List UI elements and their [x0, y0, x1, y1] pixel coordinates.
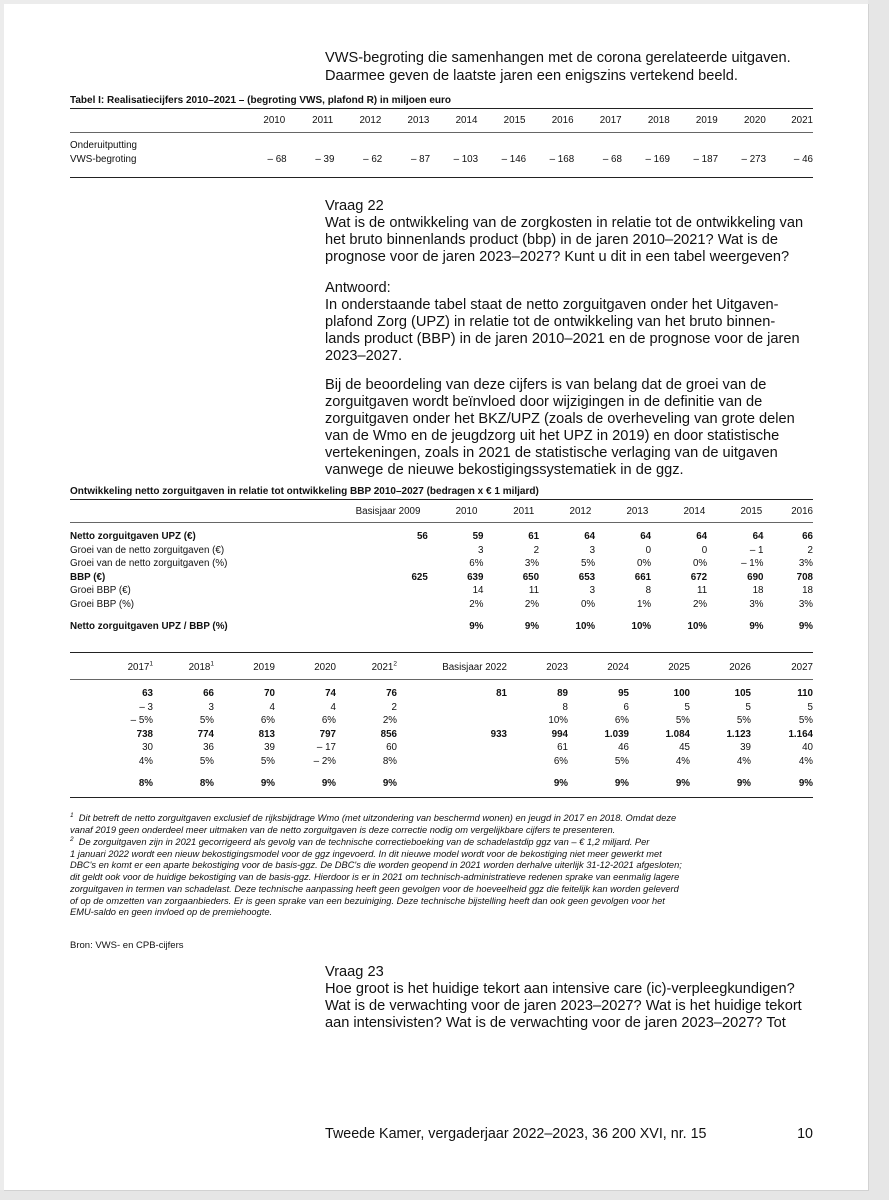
- year-cell: 2011: [312, 115, 334, 126]
- value-cell: 690: [747, 571, 764, 583]
- value-cell: 3%: [798, 598, 813, 610]
- year-label: 2021: [371, 662, 394, 673]
- footnote-line: 1 januari 2022 wordt een nieuw bekostigingsmodel voor de ggz ingevoerd. In dit nieuwe model wordt voor de bekostiging niet meer gewerkt met: [70, 848, 662, 859]
- value-cell: 856: [380, 728, 397, 740]
- page-number: 10: [797, 1126, 813, 1142]
- value-cell: 813: [258, 728, 275, 740]
- table-row: [70, 741, 813, 755]
- footnote-marker: 2: [70, 835, 74, 843]
- value-cell: 994: [551, 728, 568, 740]
- value-cell: 3%: [798, 558, 813, 569]
- table1-year-row: [70, 114, 813, 128]
- footnote-line: Dit betreft de netto zorguitgaven exclusief de rijksbijdrage Wmo (met uitzondering van beschermd wonen) en jeugd in 2017 en 2018. Omdat deze: [78, 813, 677, 823]
- value-cell: 933: [490, 728, 507, 740]
- value-cell: – 146: [501, 153, 527, 165]
- intro-line: Daarmee geven de laatste jaren een enigszins vertekend beeld.: [325, 68, 738, 84]
- table2-part1-header: [70, 505, 813, 519]
- year-cell: [70, 661, 153, 675]
- value-cell: 89: [557, 688, 568, 699]
- answer-line: vertekeningen, zoals in 2021 de statistische verlaging van de uitgaven: [325, 445, 778, 461]
- value-cell: 66: [203, 688, 214, 699]
- value-cell: 6%: [321, 715, 336, 726]
- value-cell: 1.164: [788, 728, 813, 740]
- value-cell: 797: [319, 728, 336, 740]
- value-cell: 5%: [260, 755, 275, 767]
- question-line: prognose voor de jaren 2023–2027? Kunt u dit in een tabel weergeven?: [325, 249, 790, 265]
- table-row: [70, 530, 813, 544]
- value-cell: – 1: [749, 544, 764, 556]
- value-cell: 63: [142, 688, 153, 699]
- table-row: [70, 620, 813, 634]
- footnote-marker: 2: [393, 660, 397, 668]
- value-cell: – 3: [139, 701, 153, 713]
- value-cell: 10%: [548, 715, 568, 726]
- year-cell: 2019: [695, 115, 718, 126]
- value-cell: 39: [264, 742, 275, 753]
- value-cell: 661: [634, 571, 652, 583]
- value-cell: 81: [496, 688, 507, 699]
- question-line: Wat is de verwachting voor de jaren 2023–2027? Wat is het huidige tekort: [325, 998, 802, 1014]
- value-cell: 14: [472, 585, 484, 596]
- value-cell: 3: [589, 544, 596, 556]
- value-cell: – 87: [410, 153, 431, 165]
- value-cell: 1%: [636, 598, 652, 610]
- table2-bottom-rule: [70, 797, 813, 798]
- question-line: het bruto binnenlands product (bbp) in de jaren 2010–2021? Wat is de: [325, 232, 778, 248]
- value-cell: 5: [745, 701, 751, 713]
- value-cell: 2%: [524, 598, 540, 610]
- answer-line: zorguitgaven wordt beïnvloed door wijzigingen in de definitie van de: [325, 394, 763, 410]
- table-row: [70, 714, 813, 728]
- value-cell: 4%: [798, 755, 813, 767]
- year-cell: 2014: [455, 115, 478, 126]
- value-cell: – 5%: [130, 715, 153, 726]
- value-cell: 3%: [749, 598, 764, 610]
- value-cell: [288, 557, 428, 571]
- row-label: Groei van de netto zorguitgaven (€): [70, 544, 225, 556]
- value-cell: 1.084: [665, 728, 690, 740]
- value-cell: 6%: [614, 715, 629, 726]
- value-cell: 9%: [749, 621, 764, 632]
- year-label: 2024: [607, 662, 629, 673]
- value-cell: 11: [528, 585, 540, 596]
- value-cell: 4: [330, 701, 336, 713]
- value-cell: [397, 741, 507, 755]
- value-cell: 8: [562, 701, 568, 713]
- year-cell: 2015: [740, 506, 763, 517]
- value-cell: 36: [203, 742, 214, 753]
- year-label: 2018: [188, 662, 211, 673]
- year-cell: [214, 661, 275, 675]
- value-cell: 9%: [524, 621, 540, 632]
- year-cell: 2010: [263, 115, 286, 126]
- value-cell: 1.123: [726, 728, 751, 740]
- value-cell: 2%: [382, 715, 397, 726]
- year-label: 2020: [314, 662, 336, 673]
- value-cell: – 17: [316, 742, 336, 753]
- value-cell: 0%: [636, 558, 652, 569]
- antwoord-heading: Antwoord:: [325, 280, 391, 296]
- table-row: [70, 544, 813, 558]
- answer-line: Bij de beoordeling van deze cijfers is van belang dat de groei van de: [325, 377, 767, 393]
- viewer-background-bottom: [0, 1190, 889, 1200]
- vraag23-heading: Vraag 23: [325, 964, 384, 980]
- row-label: Groei BBP (%): [70, 598, 135, 610]
- footnote-marker: 1: [149, 660, 153, 668]
- value-cell: [288, 620, 428, 634]
- footnote-line: EMU-saldo en geen invloed op de premiehoogte.: [70, 907, 273, 918]
- table2-part2-body: [70, 687, 813, 791]
- year-cell: 2013: [626, 506, 649, 517]
- value-cell: 9%: [553, 778, 568, 789]
- answer-line: In onderstaande tabel staat de netto zorguitgaven onder het Uitgaven-: [325, 297, 779, 313]
- row-label: Netto zorguitgaven UPZ (€): [70, 531, 196, 542]
- value-cell: 76: [386, 688, 397, 699]
- value-cell: 30: [142, 742, 153, 753]
- value-cell: 8: [645, 585, 652, 596]
- value-cell: 39: [740, 742, 751, 753]
- viewer-background-right: [868, 0, 889, 1200]
- value-cell: 738: [136, 728, 153, 740]
- value-cell: 2%: [692, 598, 708, 610]
- value-cell: 4%: [736, 755, 751, 767]
- value-cell: 5%: [199, 755, 214, 767]
- row-label: Groei BBP (€): [70, 585, 131, 596]
- value-cell: 4%: [675, 755, 690, 767]
- value-cell: – 103: [453, 153, 479, 165]
- value-cell: 56: [416, 531, 428, 542]
- value-cell: 650: [522, 571, 540, 583]
- vraag22-heading: Vraag 22: [325, 198, 384, 214]
- table2-year-row: [70, 505, 813, 519]
- value-cell: 5%: [675, 715, 690, 726]
- answer-line: plafond Zorg (UPZ) in relatie tot de ontwikkeling van het bruto binnen-: [325, 314, 776, 330]
- value-cell: 0%: [692, 558, 708, 569]
- value-cell: 66: [802, 531, 813, 542]
- value-cell: 64: [752, 531, 764, 542]
- value-cell: 9%: [675, 778, 690, 789]
- value-cell: – 39: [315, 153, 335, 165]
- value-cell: 5: [684, 701, 690, 713]
- question-line: aan intensivisten? Wat is de verwachting voor de jaren 2023–2027? Tot: [325, 1015, 786, 1031]
- value-cell: 2: [807, 544, 813, 556]
- value-cell: 2%: [469, 598, 484, 610]
- value-cell: 3: [589, 585, 596, 596]
- table-row: [70, 701, 813, 715]
- value-cell: 4: [269, 701, 275, 713]
- table-row: [70, 755, 813, 769]
- value-cell: – 2%: [313, 755, 336, 767]
- intro-line: VWS-begroting die samenhangen met de corona gerelateerde uitgaven.: [325, 50, 791, 66]
- year-cell: 2016: [791, 506, 813, 517]
- row-label: BBP (€): [70, 571, 106, 583]
- value-cell: 9%: [798, 778, 813, 789]
- value-cell: 18: [752, 585, 764, 596]
- year-cell: [690, 661, 751, 675]
- row-label: Onderuitputting: [70, 140, 137, 151]
- footnote-line: of op de omzetten van zorgaanbieders. Er is geen sprake van een bezuiniging. Deze technische bijstelling heeft dan ook geen gevolgen voor het: [70, 895, 665, 906]
- value-cell: 18: [802, 585, 813, 596]
- year-cell: 2021: [791, 115, 813, 126]
- value-cell: 3: [478, 544, 484, 556]
- value-cell: 95: [618, 688, 629, 699]
- table-row: [70, 728, 813, 742]
- value-cell: [288, 544, 428, 558]
- year-cell: [751, 661, 813, 675]
- value-cell: 11: [696, 585, 708, 596]
- year-cell: 2015: [503, 115, 526, 126]
- value-cell: 5%: [580, 558, 596, 569]
- value-cell: 9%: [260, 778, 275, 789]
- table2-caption: Ontwikkeling netto zorguitgaven in relatie tot ontwikkeling BBP 2010–2027 (bedragen x € 1 miljard): [70, 486, 539, 497]
- table1-bottom-rule: [70, 177, 813, 178]
- value-cell: 9%: [798, 621, 813, 632]
- year-cell: 2018: [647, 115, 670, 126]
- table1-header: [70, 114, 813, 128]
- value-cell: 653: [578, 571, 596, 583]
- value-cell: 5%: [614, 755, 629, 767]
- year-cell: 2017: [599, 115, 622, 126]
- footnote-line: De zorguitgaven zijn in 2021 gecorrigeerd als gevolg van de technische correctieboeking van de schadelastdip ggz van – € 1,2 miljard. Per: [78, 837, 650, 847]
- value-cell: 0%: [580, 598, 596, 610]
- year-cell: 2011: [513, 506, 535, 517]
- year-cell: [568, 661, 629, 675]
- value-cell: 774: [197, 728, 214, 740]
- value-cell: 5: [807, 701, 813, 713]
- answer-line: 2023–2027.: [325, 348, 403, 364]
- value-cell: – 68: [602, 153, 622, 165]
- table2-year-row: [70, 661, 813, 675]
- question-line: Hoe groot is het huidige tekort aan intensive care (ic)-verpleegkundigen?: [325, 981, 795, 997]
- footnote-line: DBC's en komt er een aparte bekostiging voor de basis-ggz. De DBC's die worden geopend in 2021 worden derhalve uiterlijk 31-12-2021 afgesloten;: [70, 860, 682, 871]
- table2-part1-body: [70, 530, 813, 634]
- year-cell: [153, 661, 214, 675]
- value-cell: [397, 755, 507, 769]
- value-cell: 74: [325, 688, 336, 699]
- table2-top-rule: [70, 499, 813, 500]
- page-footer: Tweede Kamer, vergaderjaar 2022–2023, 36 200 XVI, nr. 15: [325, 1126, 707, 1142]
- question-line: Wat is de ontwikkeling van de zorgkosten in relatie tot de ontwikkeling van: [325, 215, 804, 231]
- value-cell: 100: [673, 688, 690, 699]
- value-cell: 105: [734, 688, 751, 699]
- table-row: [70, 571, 813, 585]
- value-cell: 708: [796, 571, 813, 583]
- value-cell: 9%: [469, 621, 484, 632]
- year-cell: 2016: [551, 115, 574, 126]
- table-row: [70, 598, 813, 612]
- value-cell: – 68: [267, 153, 287, 165]
- value-cell: 61: [557, 742, 568, 753]
- table-row: [70, 557, 813, 571]
- value-cell: 2: [391, 701, 397, 713]
- value-cell: 625: [411, 571, 428, 583]
- year-label: 2019: [253, 662, 275, 673]
- table-row: [70, 687, 813, 701]
- value-cell: 1.039: [604, 728, 629, 740]
- value-cell: 5%: [798, 715, 813, 726]
- footnote-line: vanaf 2019 geen onderdeel meer uitmaken van de netto zorguitgaven is deze correctie nodig om vergelijkbare cijfers te presenteren.: [70, 824, 616, 835]
- source-note: Bron: VWS- en CPB-cijfers: [70, 940, 184, 951]
- value-cell: 64: [584, 531, 596, 542]
- year-cell: [507, 661, 568, 675]
- value-cell: 5%: [736, 715, 751, 726]
- table2-part2-header-rule: [70, 679, 813, 680]
- value-cell: 64: [696, 531, 708, 542]
- table2-part2-header: [70, 661, 813, 675]
- value-cell: 0: [645, 544, 652, 556]
- year-cell: [275, 661, 336, 675]
- footnote-line: zorguitgaven in termen van schadelast. Deze technische aanpassing heeft geen gevolgen voor de hoeveelheid ggz die feitelijk kan worden geleverd: [70, 883, 679, 894]
- value-cell: 40: [802, 742, 813, 753]
- value-cell: 3%: [524, 558, 540, 569]
- value-cell: [397, 714, 507, 728]
- value-cell: – 62: [363, 153, 383, 165]
- table1-header-rule: [70, 132, 813, 133]
- value-cell: 110: [797, 688, 813, 699]
- row-label: Groei van de netto zorguitgaven (%): [70, 558, 228, 569]
- value-cell: [288, 584, 428, 598]
- year-cell: 2013: [407, 115, 430, 126]
- value-cell: 8%: [138, 778, 153, 789]
- value-cell: 61: [528, 531, 540, 542]
- value-cell: – 169: [645, 153, 670, 165]
- footnote-line: dit geldt ook voor de huidige bekostiging van de basis-ggz. Hierdoor is er in 2021 om technisch-administratieve redenen sprake van eenmalig lagere: [70, 872, 680, 883]
- year-cell: Basisjaar 2009: [355, 506, 421, 517]
- table-row: [70, 139, 813, 153]
- year-label: 2026: [729, 662, 751, 673]
- value-cell: 2: [533, 544, 540, 556]
- value-cell: 64: [640, 531, 652, 542]
- value-cell: 8%: [382, 755, 397, 767]
- year-cell: 2014: [683, 506, 706, 517]
- value-cell: 9%: [614, 778, 629, 789]
- year-cell: 2020: [743, 115, 766, 126]
- footnote-2: [70, 837, 820, 919]
- year-label: Basisjaar 2022: [442, 662, 507, 673]
- answer-line: van de Wmo en de jeugdzorg uit het UPZ in 2019) en door statistische: [325, 428, 780, 444]
- value-cell: 0: [701, 544, 708, 556]
- value-cell: – 1%: [741, 558, 764, 569]
- value-cell: 9%: [321, 778, 336, 789]
- year-cell: 2012: [359, 115, 382, 126]
- value-cell: 9%: [736, 778, 751, 789]
- value-cell: 3: [208, 701, 214, 713]
- value-cell: 5%: [199, 715, 214, 726]
- value-cell: [397, 701, 507, 715]
- table-row: [70, 153, 813, 167]
- year-label: 2023: [546, 662, 568, 673]
- value-cell: 10%: [575, 621, 596, 632]
- value-cell: – 187: [693, 153, 719, 165]
- table1-caption: Tabel I: Realisatiecijfers 2010–2021 – (begroting VWS, plafond R) in miljoen euro: [70, 95, 452, 106]
- year-label: 2025: [668, 662, 690, 673]
- table-row: [70, 777, 813, 791]
- answer-line: lands product (BBP) in de jaren 2010–2021 en de prognose voor de jaren: [325, 331, 800, 347]
- table2-mid-rule: [70, 652, 813, 653]
- value-cell: 8%: [199, 778, 214, 789]
- value-cell: 59: [472, 531, 484, 542]
- row-label: Netto zorguitgaven UPZ / BBP (%): [70, 621, 228, 632]
- answer-line: vanwege de nieuwe bekostigingssystematiek in de ggz.: [325, 462, 684, 478]
- value-cell: 9%: [382, 778, 397, 789]
- spacer-row: [70, 611, 813, 620]
- value-cell: 6%: [553, 755, 568, 767]
- spacer-row: [70, 768, 813, 777]
- footnote-marker: 1: [210, 660, 214, 668]
- footnote-marker: 1: [70, 811, 74, 819]
- footnote-1: [70, 813, 820, 836]
- year-cell: [336, 661, 397, 675]
- year-cell: [629, 661, 690, 675]
- value-cell: 4%: [138, 755, 153, 767]
- value-cell: [397, 777, 507, 791]
- year-label: 2017: [127, 662, 150, 673]
- value-cell: 6%: [469, 558, 484, 569]
- value-cell: 10%: [687, 621, 708, 632]
- row-label: VWS-begroting: [70, 153, 137, 165]
- table1-body: [70, 139, 813, 166]
- year-label: 2027: [791, 662, 813, 673]
- value-cell: 45: [679, 742, 690, 753]
- value-cell: 70: [264, 688, 275, 699]
- table1-top-rule: [70, 108, 813, 109]
- value-cell: 60: [386, 742, 397, 753]
- value-cell: – 46: [793, 153, 813, 165]
- year-cell: 2012: [569, 506, 592, 517]
- value-cell: [288, 598, 428, 612]
- value-cell: 639: [467, 571, 484, 583]
- answer-line: zorguitgaven onder het BKZ/UPZ (zoals de overheveling van grote delen: [325, 411, 795, 427]
- table-row: [70, 584, 813, 598]
- value-cell: 6%: [260, 715, 275, 726]
- value-cell: 46: [618, 742, 629, 753]
- value-cell: 10%: [631, 621, 652, 632]
- value-cell: – 168: [549, 153, 575, 165]
- year-cell: [397, 661, 507, 675]
- value-cell: 6: [623, 701, 629, 713]
- year-cell: 2010: [455, 506, 478, 517]
- value-cell: 672: [690, 571, 708, 583]
- table2-header-rule: [70, 522, 813, 523]
- value-cell: – 273: [741, 153, 767, 165]
